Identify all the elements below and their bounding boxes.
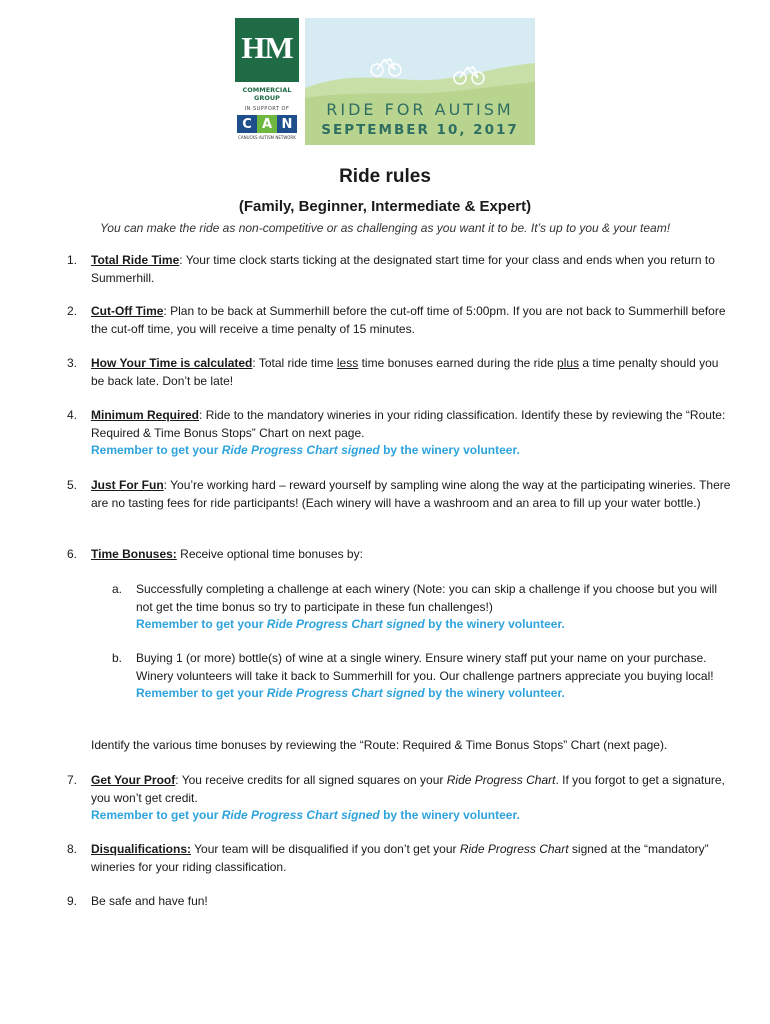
reminder-suffix: by the winery volunteer. bbox=[379, 443, 520, 457]
page-subtitle: (Family, Beginner, Intermediate & Expert) bbox=[238, 198, 532, 215]
bonus-text: Successfully completing a challenge at each winery (Note: you can skip a challenge if you choose but you will not get the time bonus so try to participate in these fun challenges!) bbox=[136, 582, 717, 614]
rule-heading: How Your Time is calculated bbox=[91, 356, 253, 370]
can-letter-a: A bbox=[257, 115, 277, 133]
event-date: SEPTEMBER 10, 2017 bbox=[321, 122, 519, 138]
header-logo bbox=[235, 18, 535, 145]
rule-item bbox=[67, 355, 732, 390]
rule-heading: Cut-Off Time bbox=[91, 304, 164, 318]
reminder-prefix: Remember to get your bbox=[136, 686, 267, 700]
can-letter-c: C bbox=[237, 115, 257, 133]
hm-commercial-logo bbox=[235, 18, 299, 145]
rule-less: less bbox=[336, 356, 359, 370]
rule-heading: Minimum Required bbox=[91, 408, 200, 422]
reminder-prefix: Remember to get your bbox=[136, 617, 267, 631]
rule-item bbox=[67, 772, 732, 825]
rule-colon: : bbox=[199, 408, 203, 422]
support-text: IN SUPPORT OF bbox=[244, 106, 290, 112]
rule-colon: : bbox=[179, 253, 183, 267]
rule-colon: : bbox=[175, 773, 179, 787]
rule-number: 2. bbox=[67, 304, 78, 318]
reminder-text bbox=[136, 616, 732, 634]
reminder-prefix: Remember to get your bbox=[91, 443, 222, 457]
page-title: Ride rules bbox=[339, 166, 431, 187]
reminder-suffix: by the winery volunteer. bbox=[424, 686, 565, 700]
company-name: COMMERCIAL GROUP bbox=[242, 86, 292, 102]
rule-number: 3. bbox=[67, 356, 78, 370]
reminder-chart: Ride Progress Chart signed bbox=[266, 617, 425, 631]
rule-plus: plus bbox=[557, 356, 580, 370]
rule-colon: : bbox=[163, 304, 167, 318]
rule-chart-name: Ride Progress Chart bbox=[459, 842, 569, 856]
rule-text: Receive optional time bonuses by: bbox=[176, 547, 363, 561]
bonus-letter: b. bbox=[112, 651, 123, 665]
ride-banner bbox=[305, 18, 535, 145]
reminder-suffix: by the winery volunteer. bbox=[424, 617, 565, 631]
rule-text: Total ride time bbox=[255, 356, 337, 370]
rule-item bbox=[67, 546, 732, 564]
event-name: RIDE FOR AUTISM bbox=[326, 100, 514, 119]
rule-colon: : bbox=[252, 356, 256, 370]
rule-number: 6. bbox=[67, 547, 78, 561]
bonus-item bbox=[112, 581, 732, 634]
reminder-suffix: by the winery volunteer. bbox=[379, 808, 520, 822]
bonus-item bbox=[112, 650, 732, 703]
rule-number: 5. bbox=[67, 478, 78, 492]
rule-item bbox=[67, 303, 732, 338]
rule-text: Your time clock starts ticking at the designated start time for your class and ends when you return to Summerhill. bbox=[91, 253, 715, 285]
rule-chart-name: Ride Progress Chart bbox=[446, 773, 556, 787]
rule-number: 9. bbox=[67, 894, 78, 908]
rule-item bbox=[67, 477, 732, 512]
intro-text: You can make the ride as non-competitive or as challenging as you want it to be. It’s up to you & your team! bbox=[99, 221, 671, 235]
bonus-letter: a. bbox=[112, 582, 123, 596]
rule-number: 4. bbox=[67, 408, 78, 422]
rule-number: 7. bbox=[67, 773, 78, 787]
rule-text: . If you forgot to get a signature, you won’t get credit. bbox=[91, 773, 725, 805]
reminder-prefix: Remember to get your bbox=[91, 808, 222, 822]
rule-item bbox=[67, 841, 732, 876]
rule-heading: Just For Fun bbox=[91, 478, 164, 492]
bonus-note: Identify the various time bonuses by reviewing the “Route: Required & Time Bonus Stops” Chart (next page). bbox=[91, 738, 668, 752]
reminder-chart: Ride Progress Chart signed bbox=[221, 443, 380, 457]
rule-text: Ride to the mandatory wineries in your riding classification. Identify these by reviewing the “Route: Required & Time Bonus Stops” Chart on next page. bbox=[91, 408, 726, 440]
bonus-text: Buying 1 (or more) bottle(s) of wine at a single winery. Ensure winery staff put your name on your purchase. Winery volunteers will take it back to Summerhill for you. Our challenge partners appreciate you buying local! bbox=[136, 651, 714, 683]
rule-item bbox=[67, 407, 732, 460]
rule-text: a time penalty should you be back late. Don’t be late! bbox=[91, 356, 719, 388]
rule-heading: Total Ride Time bbox=[91, 253, 180, 267]
can-subtitle: CANUCKS AUTISM NETWORK bbox=[238, 135, 296, 140]
reminder-chart: Ride Progress Chart signed bbox=[221, 808, 380, 822]
reminder-text bbox=[136, 685, 732, 703]
rule-heading: Disqualifications: bbox=[91, 842, 192, 856]
reminder-chart: Ride Progress Chart signed bbox=[266, 686, 425, 700]
reminder-text bbox=[91, 442, 732, 460]
rule-text: Be safe and have fun! bbox=[91, 894, 208, 908]
rule-text: You’re working hard – reward yourself by sampling wine along the way at the participating wineries. There are no tasting fees for ride participants! (Each winery will have a washroom and an area to fill up your water bottle.) bbox=[91, 478, 731, 510]
rule-text: time bonuses earned during the ride bbox=[358, 356, 558, 370]
rule-number: 1. bbox=[67, 253, 78, 267]
reminder-text bbox=[91, 807, 732, 825]
rule-item bbox=[67, 893, 732, 911]
can-logo bbox=[237, 115, 297, 133]
rule-item bbox=[67, 252, 732, 287]
rule-text: Plan to be back at Summerhill before the cut-off time of 5:00pm. If you are not back to Summerhill before the cut-off time, you will receive a time penalty of 15 minutes. bbox=[91, 304, 726, 336]
rule-text: signed at the “mandatory” wineries for your riding classification. bbox=[91, 842, 709, 874]
rule-heading: Get Your Proof bbox=[91, 773, 176, 787]
rule-text: You receive credits for all signed squares on your bbox=[178, 773, 447, 787]
rule-heading: Time Bonuses: bbox=[91, 547, 177, 561]
rule-number: 8. bbox=[67, 842, 78, 856]
can-letter-n: N bbox=[277, 115, 297, 133]
rule-colon: : bbox=[163, 478, 168, 492]
rule-text: Your team will be disqualified if you don’t get your bbox=[191, 842, 460, 856]
hm-letters: HM bbox=[241, 30, 293, 65]
